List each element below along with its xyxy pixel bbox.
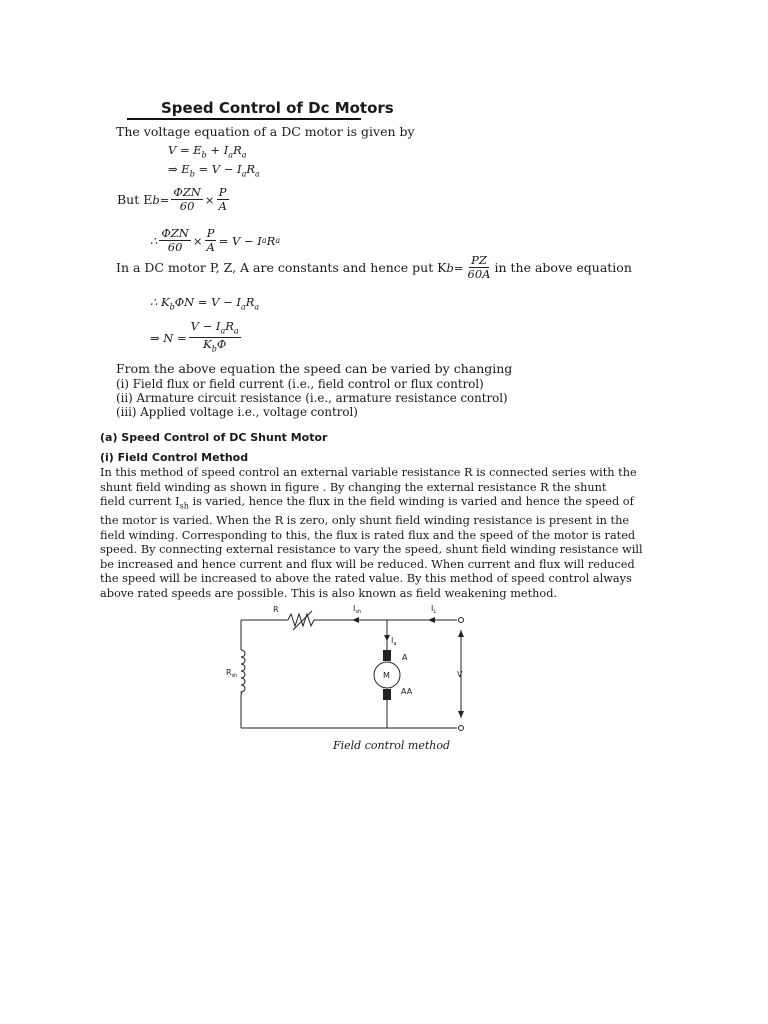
paragraph-line: field current $I_{sh}$ is varied, hence the flux in the field winding is varied and hence the speed of [100, 495, 634, 511]
list-item: (ii) Armature circuit resistance (i.e., armature resistance control) [116, 391, 508, 405]
fraction-phizn-60-b: $\frac{\text{ΦZN}}{60}$ [161, 226, 189, 254]
section-heading-shunt: (a) Speed Control of DC Shunt Motor [100, 431, 328, 444]
paragraph-line: field winding. Corresponding to this, the flux is rated flux and the speed of the motor is rated [100, 528, 636, 542]
label-a: A [402, 653, 408, 662]
v-arrow-up-icon [458, 630, 464, 637]
figure-caption: Field control method [333, 739, 451, 752]
intro-text: The voltage equation of a DC motor is given by [116, 124, 415, 139]
terminal-top-icon [459, 618, 464, 623]
label-rsh: $R_{sh}$ [226, 668, 238, 679]
label-r: R [273, 605, 279, 614]
label-ish: $I_{sh}$ [353, 604, 362, 615]
label-ia: $I_a$ [391, 636, 397, 647]
paragraph-line: shunt field winding as shown in figure . By changing the external resistance R the shunt [100, 480, 607, 494]
terminal-bottom-icon [459, 726, 464, 731]
ia-arrow-icon [384, 635, 390, 641]
paragraph-line: the speed will be increased to above the rated value. By this method of speed control always [100, 572, 632, 586]
constants-line: In a DC motor P, Z, A are constants and hence put K b = $\frac{PZ}{60A}$ in the above equation [116, 253, 632, 281]
list-item: (iii) Applied voltage i.e., voltage control) [116, 405, 358, 419]
page-title: Speed Control of Dc Motors [161, 99, 394, 117]
brush-bottom-icon [383, 689, 391, 700]
back-emf-equation: ⇒ $E_b = V - I_aR_a$ [168, 162, 260, 179]
fraction-speed: $\frac{V - I_aR_a}{K_b\Phi}$ [190, 319, 239, 354]
ish-arrow-icon [352, 617, 359, 623]
brush-top-icon [383, 650, 391, 661]
shunt-field-winding-icon [241, 650, 245, 695]
variable-resistor-icon [288, 614, 314, 626]
speed-equation: ⇒ N = $\frac{V - I_aR_a}{K_b\Phi}$ [150, 319, 239, 354]
paragraph-line: the motor is varied. When the R is zero, only shunt field winding resistance is present in the [100, 514, 630, 528]
varied-text: From the above equation the speed can be varied by changing [116, 361, 513, 376]
il-arrow-icon [428, 617, 435, 623]
paragraph-line: above rated speeds are possible. This is also known as field weakening method. [100, 587, 558, 600]
section-heading-field-control: (i) Field Control Method [100, 451, 249, 464]
emf-formula: But E b = $\frac{\text{ΦZN}}{60}$ × $\frac{P}{A}$ [117, 185, 227, 213]
fraction-pz-60a: $\frac{PZ}{60A}$ [467, 253, 491, 281]
paragraph-line: speed. By connecting external resistance to vary the speed, shunt field winding resistance will [100, 543, 643, 557]
kb-equation: ∴ $K_b\Phi N = V - I_aR_a$ [150, 295, 260, 312]
fraction-p-a: $\frac{P}{A}$ [218, 185, 227, 213]
fraction-phizn-60: $\frac{\text{ΦZN}}{60}$ [173, 185, 201, 213]
combined-equation: ∴ $\frac{\text{ΦZN}}{60}$ × $\frac{P}{A}$ = V − I a R a [150, 226, 281, 254]
label-m: M [383, 671, 390, 680]
label-v: V [457, 670, 463, 679]
fraction-p-a-b: $\frac{P}{A}$ [206, 226, 215, 254]
paragraph-line: be increased and hence current and flux will be reduced. When current and flux will reduced [100, 557, 635, 571]
list-item: (i) Field flux or field current (i.e., field control or flux control) [116, 377, 484, 391]
v-arrow-down-icon [458, 711, 464, 718]
voltage-equation: $V = E_b + I_aR_a$ [168, 143, 247, 160]
label-aa: AA [401, 687, 413, 696]
paragraph-line: In this method of speed control an external variable resistance R is connected series with the [100, 466, 637, 479]
label-il: $I_L$ [431, 604, 437, 615]
